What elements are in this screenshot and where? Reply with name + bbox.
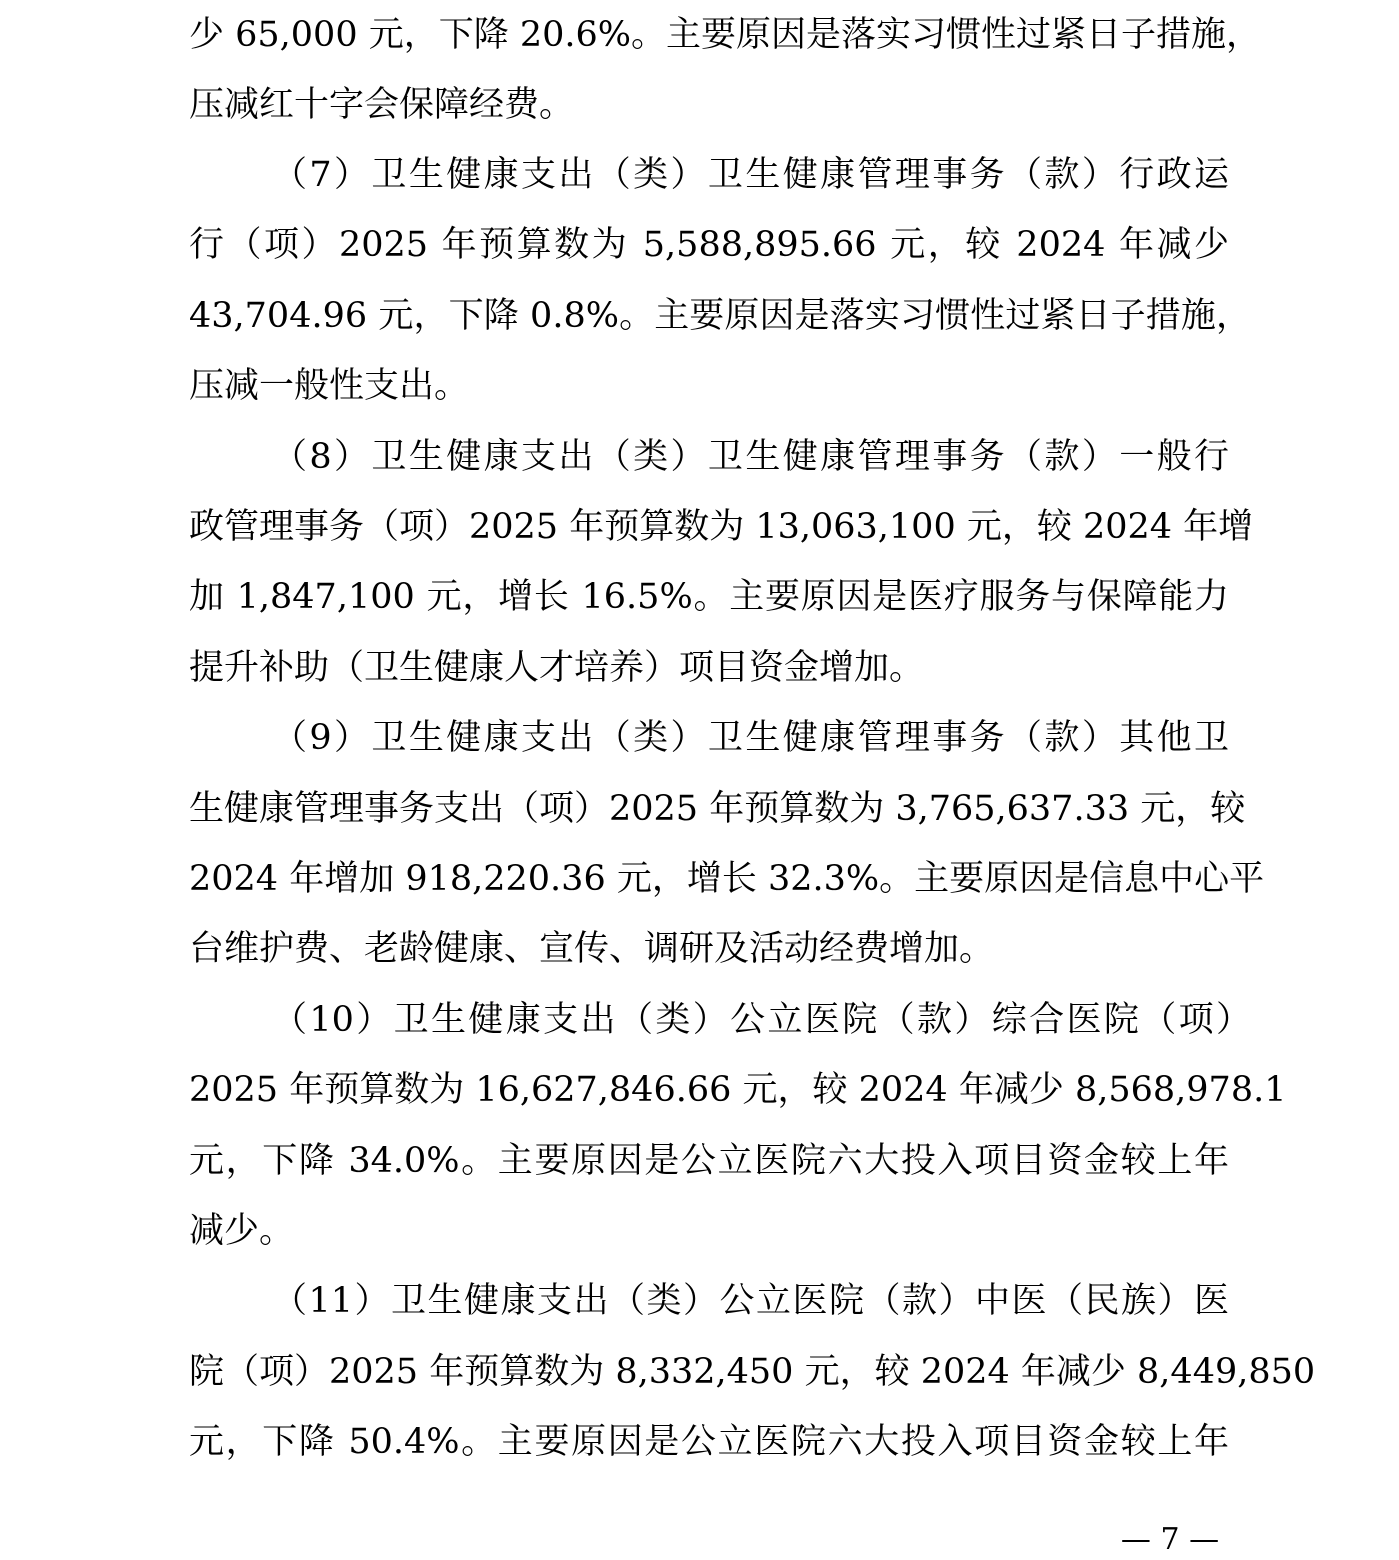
text-line: 生健康管理事务支出（项）2025 年预算数为 3,765,637.33 元，较 xyxy=(189,789,1246,829)
text-line: 政管理事务（项）2025 年预算数为 13,063,100 元，较 2024 年增 xyxy=(189,507,1254,547)
text-line: 2025 年预算数为 16,627,846.66 元，较 2024 年减少 8,568,978.1 xyxy=(189,1070,1287,1110)
paragraph-first-line: （10）卫生健康支出（类）公立医院（款）综合医院（项） xyxy=(272,1000,1251,1040)
text-line: 提升补助（卫生健康人才培养）项目资金增加。 xyxy=(189,648,925,688)
text-line: 2024 年增加 918,220.36 元，增长 32.3%。主要原因是信息中心平 xyxy=(189,859,1265,899)
paragraph-first-line: （11）卫生健康支出（类）公立医院（款）中医（民族）医 xyxy=(272,1281,1229,1321)
text-line: 元，下降 50.4%。主要原因是公立医院六大投入项目资金较上年 xyxy=(189,1422,1229,1462)
text-line: 院（项）2025 年预算数为 8,332,450 元，较 2024 年减少 8,449,850 xyxy=(189,1352,1316,1392)
paragraph-first-line: （8）卫生健康支出（类）卫生健康管理事务（款）一般行 xyxy=(272,437,1229,477)
text-line: 加 1,847,100 元，增长 16.5%。主要原因是医疗服务与保障能力 xyxy=(189,577,1229,617)
text-line: 减少。 xyxy=(189,1211,295,1251)
text-line: 压减红十字会保障经费。 xyxy=(189,85,575,125)
text-line: 行（项）2025 年预算数为 5,588,895.66 元，较 2024 年减少 xyxy=(189,225,1229,265)
paragraph-first-line: （9）卫生健康支出（类）卫生健康管理事务（款）其他卫 xyxy=(272,718,1229,758)
text-line: 压减一般性支出。 xyxy=(189,366,470,406)
page-number: — 7 — xyxy=(1120,1522,1220,1557)
paragraph-first-line: （7）卫生健康支出（类）卫生健康管理事务（款）行政运 xyxy=(272,155,1229,195)
text-line: 元，下降 34.0%。主要原因是公立医院六大投入项目资金较上年 xyxy=(189,1141,1229,1181)
text-line: 43,704.96 元，下降 0.8%。主要原因是落实习惯性过紧日子措施， xyxy=(189,296,1251,336)
text-line: 台维护费、老龄健康、宣传、调研及活动经费增加。 xyxy=(189,929,995,969)
text-line: 少 65,000 元，下降 20.6%。主要原因是落实习惯性过紧日子措施， xyxy=(189,15,1262,55)
